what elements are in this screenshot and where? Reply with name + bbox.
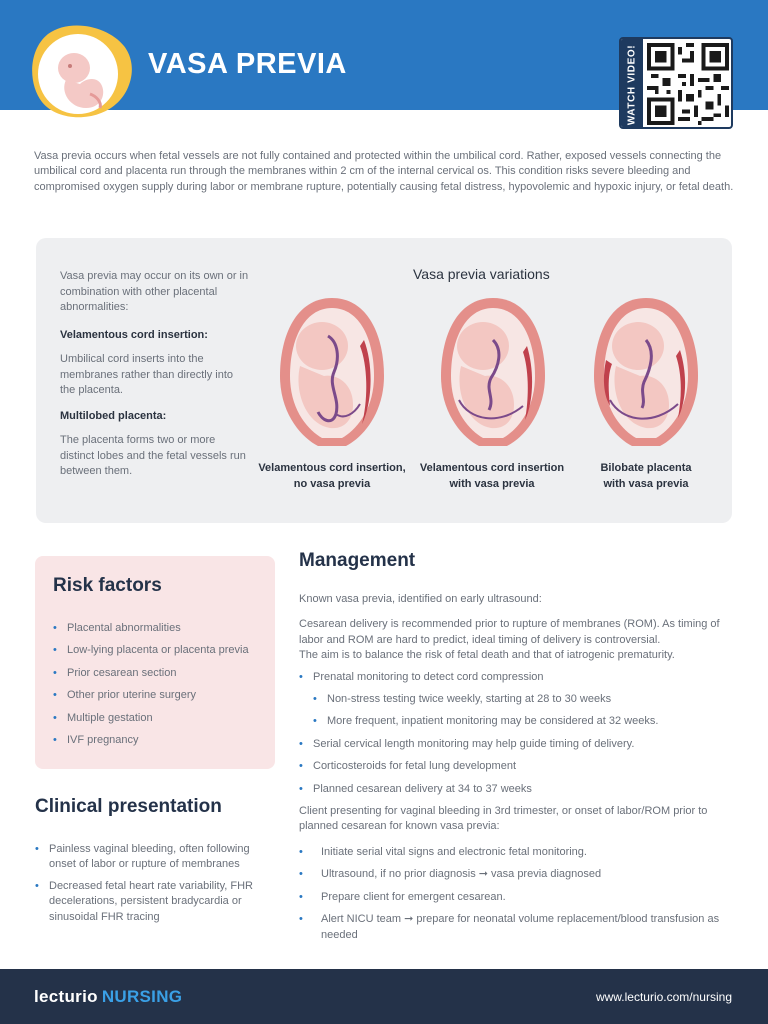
- caption-3-line2: with vasa previa: [603, 478, 689, 490]
- risk-factors-box: [35, 556, 275, 769]
- list-item: • IVF pregnancy: [53, 733, 268, 755]
- variations-title: Vasa previa variations: [413, 266, 550, 282]
- list-item: • More frequent, inpatient monitoring may be considered at 32 weeks.: [313, 714, 734, 729]
- list-item: • Serial cervical length monitoring may help guide timing of delivery.: [299, 737, 734, 752]
- figure-velamentous-with-previa: [439, 296, 547, 450]
- footer-url-link[interactable]: www.lecturio.com/nursing: [595, 990, 732, 1004]
- uterus-illustration-3-icon: [592, 296, 700, 450]
- management-title: Management: [299, 550, 416, 571]
- variations-panel: [36, 238, 732, 523]
- list-item: • Prior cesarean section: [53, 666, 268, 688]
- brand-name: lecturio: [34, 987, 98, 1006]
- list-item: • Initiate serial vital signs and electronic fetal monitoring.: [299, 845, 734, 860]
- caption-1: [247, 460, 417, 492]
- figure-bilobate-with-previa: [592, 296, 700, 450]
- aim-text: The aim is to balance the risk of fetal death and that of iatrogenic prematurity.: [299, 649, 675, 662]
- variations-description: [60, 269, 250, 480]
- management-known: Known vasa previa, identified on early ultrasound:: [299, 593, 542, 605]
- list-item: • Non-stress testing twice weekly, starting at 28 to 30 weeks: [313, 692, 734, 707]
- watch-video-qr[interactable]: [619, 37, 733, 129]
- uterus-illustration-2-icon: [439, 296, 547, 450]
- list-item: • Ultrasound, if no prior diagnosis ➞ vasa previa diagnosed: [299, 867, 734, 882]
- management-section: [299, 592, 734, 950]
- uterus-illustration-1-icon: [278, 296, 386, 450]
- caption-3: [561, 460, 731, 492]
- caption-1-line1: Velamentous cord insertion,: [258, 462, 406, 474]
- caption-2-line2: with vasa previa: [449, 478, 535, 490]
- list-item: • Prepare client for emergent cesarean.: [299, 890, 734, 905]
- page-title: VASA PREVIA: [148, 48, 347, 80]
- cesarean-text: Cesarean delivery is recommended prior to rupture of membranes (ROM). As timing of labor and ROM are hard to predict, ideal timing of delivery is controversial.: [299, 618, 720, 646]
- risk-factors-title: Risk factors: [53, 575, 162, 596]
- caption-3-line1: Bilobate placenta: [600, 462, 692, 474]
- figure-velamentous-no-previa: [278, 296, 386, 450]
- qr-label: WATCH VIDEO!: [626, 44, 638, 126]
- caption-1-line2: no vasa previa: [293, 478, 371, 490]
- list-item: • Painless vaginal bleeding, often following onset of labor or rupture of membranes: [35, 842, 270, 873]
- brand-suffix: NURSING: [101, 987, 183, 1006]
- multilobed-heading: Multilobed placenta:: [60, 409, 167, 422]
- velamentous-text: Umbilical cord inserts into the membranes rather than directly into the placenta.: [60, 353, 234, 396]
- caption-2: [407, 460, 577, 492]
- list-item: • Placental abnormalities: [53, 621, 268, 643]
- lecturio-logo[interactable]: [34, 987, 182, 1007]
- list-item: • Other prior uterine surgery: [53, 688, 268, 710]
- qr-code-icon: [647, 43, 729, 125]
- fetus-logo-icon: [30, 24, 134, 120]
- management-client: Client presenting for vaginal bleeding in 3rd trimester, or onset of labor/ROM prior to planned cesarean for known vasa previa:: [299, 805, 708, 833]
- qr-label-strip: [621, 39, 643, 127]
- list-item: • Alert NICU team ➞ prepare for neonatal volume replacement/blood transfusion as needed: [299, 912, 734, 943]
- velamentous-heading: Velamentous cord insertion:: [60, 328, 208, 341]
- list-item: • Prenatal monitoring to detect cord compression: [299, 670, 734, 685]
- caption-2-line1: Velamentous cord insertion: [419, 462, 565, 474]
- clinical-title: Clinical presentation: [35, 796, 222, 817]
- risk-factors-list: [53, 621, 268, 755]
- management-cesarean: [299, 617, 734, 663]
- footer-bar: [0, 969, 768, 1024]
- list-item: • Multiple gestation: [53, 711, 268, 733]
- list-item: • Corticosteroids for fetal lung development: [299, 759, 734, 774]
- variations-intro: Vasa previa may occur on its own or in combination with other placental abnormalities:: [60, 270, 249, 313]
- list-item: • Planned cesarean delivery at 34 to 37 weeks: [299, 782, 734, 797]
- intro-paragraph: Vasa previa occurs when fetal vessels are not fully contained and protected within the umbilical cord. Rather, exposed vessels connecting the umbilical cord and placenta run through the membranes within 2 cm of the internal cervical os. This condition risks severe bleeding and compromised oxygen supply during labor or membrane rupture, potentially causing fetal distress, hypovolemic and hypoxic injury, or fetal death.: [34, 150, 734, 193]
- list-item: • Low-lying placenta or placenta previa: [53, 643, 268, 665]
- list-item: • Decreased fetal heart rate variability, FHR decelerations, persistent bradycardia or sinusoidal FHR tracing: [35, 879, 270, 925]
- multilobed-text: The placenta forms two or more distinct lobes and the fetal vessels run between them.: [60, 434, 246, 477]
- clinical-list: [35, 842, 270, 931]
